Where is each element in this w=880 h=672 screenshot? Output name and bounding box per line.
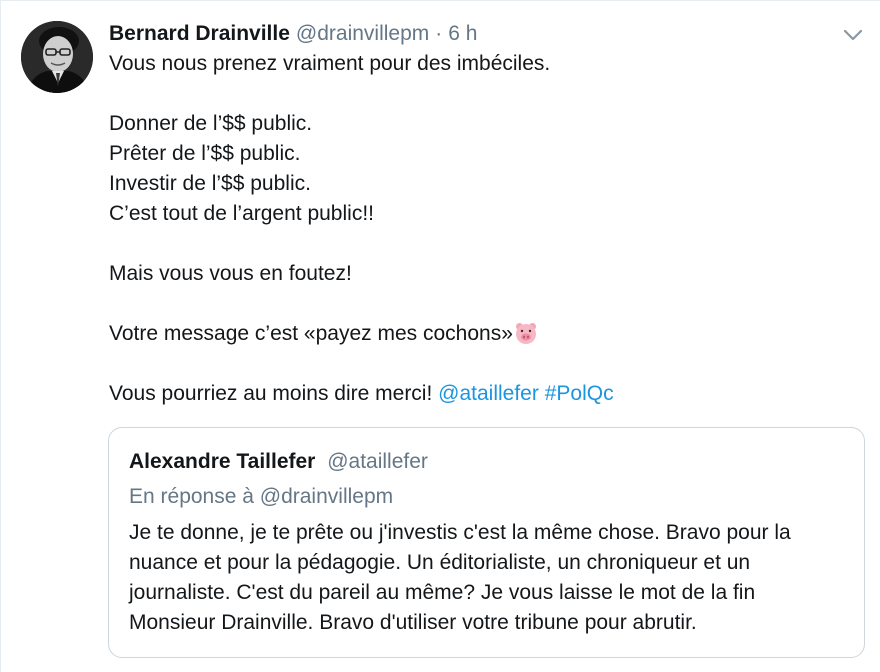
mention-link[interactable]: @ataillefer — [438, 382, 539, 405]
quoted-line: journaliste. C'est du pareil au même? Je vous laisse le mot de la fin — [129, 581, 756, 604]
tweet-line: Investir de l’$$ public. — [109, 172, 311, 195]
quoted-author-handle: @ataillefer — [327, 450, 428, 473]
tweet-blank-line — [109, 229, 849, 259]
tweet-line: Votre message c’est «payez mes cochons» — [109, 322, 513, 345]
author-name[interactable]: Bernard Drainville — [109, 22, 290, 45]
quoted-line: Monsieur Drainville. Bravo d'utiliser votre tribune pour abrutir. — [129, 611, 697, 634]
pig-face-emoji — [514, 321, 538, 354]
tweet-blank-line — [109, 79, 849, 109]
tweet-line-with-emoji — [109, 319, 849, 349]
tweet-blank-line — [109, 349, 849, 379]
quoted-tweet-header — [129, 447, 428, 477]
header-separator: · — [435, 22, 443, 45]
tweet-line-with-links — [109, 379, 849, 409]
avatar[interactable] — [21, 21, 93, 93]
avatar-photo — [21, 21, 93, 93]
tweet-line: Mais vous vous en foutez! — [109, 262, 352, 285]
tweet-blank-line — [109, 289, 849, 319]
quoted-tweet-text — [129, 518, 849, 638]
hashtag-link[interactable]: #PolQc — [544, 382, 614, 405]
tweet-line: Donner de l’$$ public. — [109, 112, 313, 135]
quoted-line: nuance et pour la pédagogie. Un éditorialiste, un chroniqueur et un — [129, 551, 751, 574]
tweet-line: Vous pourriez au moins dire merci! — [109, 382, 433, 405]
tweet-text — [109, 49, 849, 409]
quoted-tweet-card[interactable] — [108, 427, 865, 658]
quoted-line: Je te donne, je te prête ou j'investis c'est la même chose. Bravo pour la — [129, 521, 791, 544]
tweet-line: Prêter de l’$$ public. — [109, 142, 301, 165]
quoted-author-name: Alexandre Taillefer — [129, 450, 316, 473]
timestamp[interactable]: 6 h — [448, 22, 478, 45]
quoted-reply-context: En réponse à @drainvillepm — [129, 485, 394, 508]
chevron-down-icon[interactable] — [841, 25, 865, 45]
tweet-line: Vous nous prenez vraiment pour des imbéciles. — [109, 52, 551, 75]
tweet-header — [109, 19, 477, 49]
author-handle[interactable]: @drainvillepm — [295, 22, 430, 45]
tweet-line: C’est tout de l’argent public!! — [109, 202, 374, 225]
